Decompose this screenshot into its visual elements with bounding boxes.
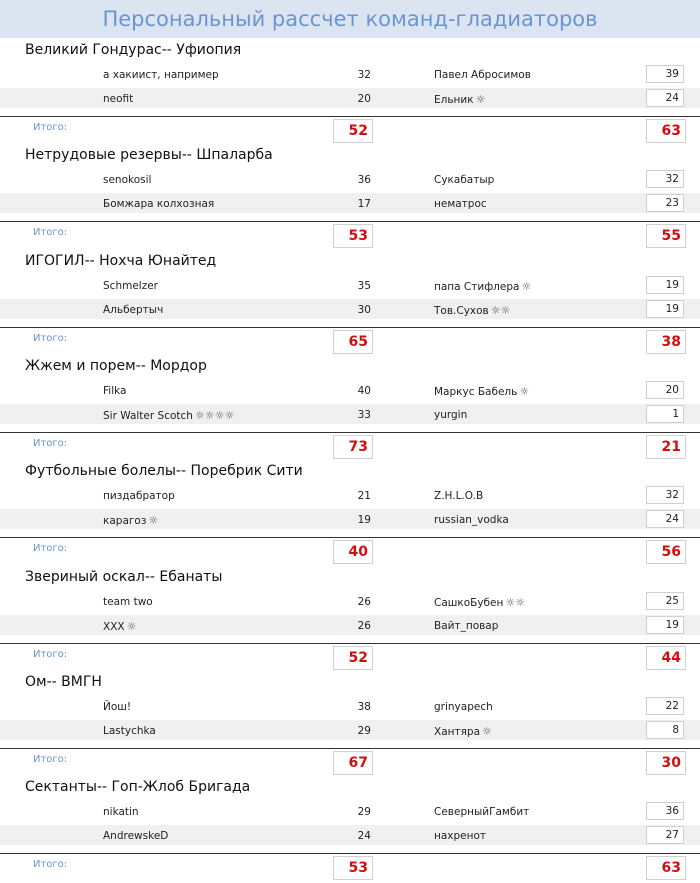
match-name: Сектанты-- Гоп-Жлоб Бригада bbox=[25, 779, 251, 796]
team2-total: 56 bbox=[646, 540, 686, 564]
player2-score: 32 bbox=[646, 486, 684, 504]
player1-name bbox=[103, 806, 139, 818]
sun-icon: ☼ bbox=[126, 619, 137, 633]
player1-score: 26 bbox=[357, 619, 371, 632]
player2-score: 27 bbox=[646, 826, 684, 844]
total-row bbox=[0, 116, 700, 144]
match-name: Жжем и порем-- Мордор bbox=[25, 357, 207, 374]
player1-nick: Sir Walter Scotch bbox=[103, 409, 193, 422]
player2-name bbox=[434, 620, 498, 632]
divider-line bbox=[0, 853, 700, 854]
sun-icon: ☼ bbox=[521, 279, 532, 293]
team1-total: 53 bbox=[333, 856, 373, 880]
player1-nick: nikatin bbox=[103, 806, 139, 819]
player1-score: 33 bbox=[357, 408, 371, 421]
player2-score: 1 bbox=[646, 405, 684, 423]
player1-name bbox=[103, 620, 136, 633]
sun-icon: ☼☼ bbox=[490, 303, 511, 317]
player2-score: 20 bbox=[646, 381, 684, 399]
divider-line bbox=[0, 116, 700, 117]
match-block bbox=[0, 251, 700, 356]
team1-total: 40 bbox=[333, 540, 373, 564]
player2-name bbox=[434, 385, 529, 398]
total-label: Итого: bbox=[33, 859, 68, 871]
player1-nick: Filka bbox=[103, 384, 127, 397]
player1-score: 20 bbox=[357, 93, 371, 105]
player1-name bbox=[103, 725, 156, 737]
divider-line bbox=[0, 327, 700, 328]
player2-score: 19 bbox=[646, 300, 684, 318]
player-row bbox=[0, 615, 700, 635]
player2-nick: Ельник bbox=[434, 94, 474, 106]
match-name: Футбольные болелы-- Поребрик Сити bbox=[25, 463, 303, 480]
player2-score: 25 bbox=[646, 592, 684, 610]
match-block bbox=[0, 777, 700, 882]
player2-name bbox=[434, 198, 487, 210]
match-name: ИГОГИЛ-- Нохча Юнайтед bbox=[25, 252, 217, 269]
player1-score: 24 bbox=[357, 830, 371, 843]
match-block bbox=[0, 356, 700, 461]
player1-score: 32 bbox=[357, 69, 371, 81]
player1-score: 21 bbox=[357, 490, 371, 503]
player2-score: 32 bbox=[646, 170, 684, 188]
player-row bbox=[0, 64, 700, 84]
player2-name bbox=[434, 806, 529, 818]
player1-nick: пиздабратор bbox=[103, 490, 175, 503]
sun-icon: ☼☼☼☼ bbox=[194, 408, 235, 422]
divider-line bbox=[0, 432, 700, 433]
sun-icon: ☼ bbox=[519, 384, 530, 398]
player2-nick: Z.H.L.O.B bbox=[434, 490, 484, 503]
team2-total: 63 bbox=[646, 856, 686, 880]
player2-nick: Павел Абросимов bbox=[434, 69, 531, 81]
total-label: Итого: bbox=[33, 227, 68, 239]
player2-name bbox=[434, 490, 483, 502]
player1-score: 26 bbox=[357, 595, 371, 608]
player1-score: 17 bbox=[357, 198, 371, 211]
player1-name bbox=[103, 174, 151, 186]
team1-total: 65 bbox=[333, 330, 373, 354]
player-row bbox=[0, 801, 700, 821]
match-block bbox=[0, 461, 700, 566]
team2-total: 30 bbox=[646, 751, 686, 775]
player-row bbox=[0, 380, 700, 400]
player1-name bbox=[103, 198, 214, 210]
player1-name bbox=[103, 514, 158, 527]
player2-nick: СашкоБубен bbox=[434, 596, 504, 609]
player2-score: 19 bbox=[646, 276, 684, 294]
player1-name bbox=[103, 490, 175, 502]
total-label: Итого: bbox=[33, 543, 68, 555]
player2-score: 23 bbox=[646, 194, 684, 212]
player1-score: 30 bbox=[357, 303, 371, 316]
total-label: Итого: bbox=[33, 753, 68, 765]
match-block bbox=[0, 672, 700, 777]
player1-name bbox=[103, 69, 219, 81]
player2-name bbox=[434, 596, 525, 609]
match-name: Нетрудовые резервы-- Шпаларба bbox=[25, 147, 273, 164]
total-row bbox=[0, 748, 700, 776]
team1-total: 53 bbox=[333, 224, 373, 248]
total-row bbox=[0, 537, 700, 565]
player1-name bbox=[103, 830, 168, 842]
player1-name bbox=[103, 93, 133, 105]
player1-name bbox=[103, 409, 234, 422]
player2-nick: Маркус Бабель bbox=[434, 385, 518, 398]
player2-nick: yurgin bbox=[434, 408, 468, 421]
player1-nick: neofit bbox=[103, 93, 134, 105]
player2-name bbox=[434, 304, 510, 317]
player2-name bbox=[434, 93, 485, 106]
player1-score: 29 bbox=[357, 724, 371, 737]
sun-icon: ☼ bbox=[482, 724, 492, 738]
player1-nick: XXX bbox=[103, 620, 125, 633]
player2-name bbox=[434, 701, 493, 713]
player-row bbox=[0, 193, 700, 213]
player1-score: 35 bbox=[357, 279, 371, 292]
player2-nick: Тов.Сухов bbox=[434, 304, 489, 317]
player2-nick: нахренот bbox=[434, 830, 487, 843]
total-label: Итого: bbox=[33, 122, 68, 133]
match-block bbox=[0, 145, 700, 250]
player1-name bbox=[103, 701, 131, 713]
match-name: Великий Гондурас-- Уфиопия bbox=[25, 42, 242, 58]
team1-total: 67 bbox=[333, 751, 373, 775]
player1-nick: Schmelzer bbox=[103, 279, 158, 292]
player2-score: 36 bbox=[646, 802, 684, 820]
player2-nick: нематрос bbox=[434, 198, 487, 211]
player2-nick: russian_vodka bbox=[434, 514, 509, 527]
player-row bbox=[0, 720, 700, 740]
team1-total: 73 bbox=[333, 435, 373, 459]
player1-score: 36 bbox=[357, 174, 371, 187]
divider-line bbox=[0, 643, 700, 644]
sun-icon: ☼ bbox=[475, 93, 486, 106]
player-row bbox=[0, 88, 700, 108]
page-title: Персональный рассчет команд-гладиаторов bbox=[0, 0, 700, 38]
player1-score: 29 bbox=[357, 806, 371, 819]
player1-name bbox=[103, 385, 126, 397]
team1-total: 52 bbox=[333, 646, 373, 670]
player-row bbox=[0, 404, 700, 424]
player1-nick: Бомжара колхозная bbox=[103, 198, 215, 211]
player1-nick: senokosil bbox=[103, 174, 152, 187]
player2-nick: Хантяра bbox=[434, 725, 481, 738]
player2-name bbox=[434, 174, 494, 186]
player1-score: 19 bbox=[357, 514, 371, 527]
player2-nick: grinyapech bbox=[434, 700, 493, 713]
player2-name bbox=[434, 514, 509, 526]
player-row bbox=[0, 591, 700, 611]
player1-nick: team two bbox=[103, 595, 153, 608]
player1-name bbox=[103, 280, 158, 292]
player-row bbox=[0, 509, 700, 529]
player2-name bbox=[434, 830, 486, 842]
team1-total: 52 bbox=[333, 119, 373, 143]
divider-line bbox=[0, 748, 700, 749]
player2-score: 19 bbox=[646, 616, 684, 634]
player2-score: 39 bbox=[646, 65, 684, 83]
player2-score: 8 bbox=[646, 721, 684, 739]
player-row bbox=[0, 696, 700, 716]
player-row bbox=[0, 299, 700, 319]
player-row bbox=[0, 169, 700, 189]
total-row bbox=[0, 432, 700, 460]
player2-nick: папа Стифлера bbox=[434, 280, 520, 293]
team2-total: 63 bbox=[646, 119, 686, 143]
team2-total: 21 bbox=[646, 435, 686, 459]
player2-name bbox=[434, 725, 492, 738]
player1-name bbox=[103, 596, 153, 608]
player1-name bbox=[103, 304, 163, 316]
player2-score: 24 bbox=[646, 510, 684, 528]
total-label: Итого: bbox=[33, 437, 68, 449]
team2-total: 44 bbox=[646, 646, 686, 670]
team2-total: 55 bbox=[646, 224, 686, 248]
player2-name bbox=[434, 69, 531, 81]
match-block bbox=[0, 40, 700, 145]
player1-score: 38 bbox=[357, 700, 371, 713]
player1-nick: а хакиист, например bbox=[103, 69, 219, 81]
player-row bbox=[0, 275, 700, 295]
player-row bbox=[0, 825, 700, 845]
player1-nick: Альбертыч bbox=[103, 303, 164, 316]
player2-score: 24 bbox=[646, 89, 684, 107]
player2-nick: СеверныйГамбит bbox=[434, 806, 530, 819]
match-block bbox=[0, 567, 700, 672]
player1-nick: Йош! bbox=[103, 700, 132, 713]
player2-score: 22 bbox=[646, 697, 684, 715]
player1-score: 40 bbox=[357, 384, 371, 397]
match-name: Звериный оскал-- Ебанаты bbox=[25, 568, 223, 585]
total-row bbox=[0, 853, 700, 881]
total-row bbox=[0, 643, 700, 671]
player1-nick: AndrewskeD bbox=[103, 830, 169, 843]
total-label: Итого: bbox=[33, 648, 68, 660]
divider-line bbox=[0, 537, 700, 538]
player1-nick: Lastychka bbox=[103, 724, 156, 737]
divider-line bbox=[0, 221, 700, 222]
sun-icon: ☼☼ bbox=[505, 595, 526, 609]
team2-total: 38 bbox=[646, 330, 686, 354]
sun-icon: ☼ bbox=[148, 514, 159, 528]
player2-name bbox=[434, 280, 531, 293]
total-label: Итого: bbox=[33, 332, 68, 344]
match-name: Ом-- ВМГН bbox=[25, 673, 102, 690]
player-row bbox=[0, 485, 700, 505]
total-row bbox=[0, 221, 700, 249]
player2-nick: Сукабатыр bbox=[434, 174, 495, 187]
player2-name bbox=[434, 409, 467, 421]
player2-nick: Вайт_повар bbox=[434, 619, 499, 632]
player1-nick: карагоз bbox=[103, 515, 147, 528]
total-row bbox=[0, 327, 700, 355]
